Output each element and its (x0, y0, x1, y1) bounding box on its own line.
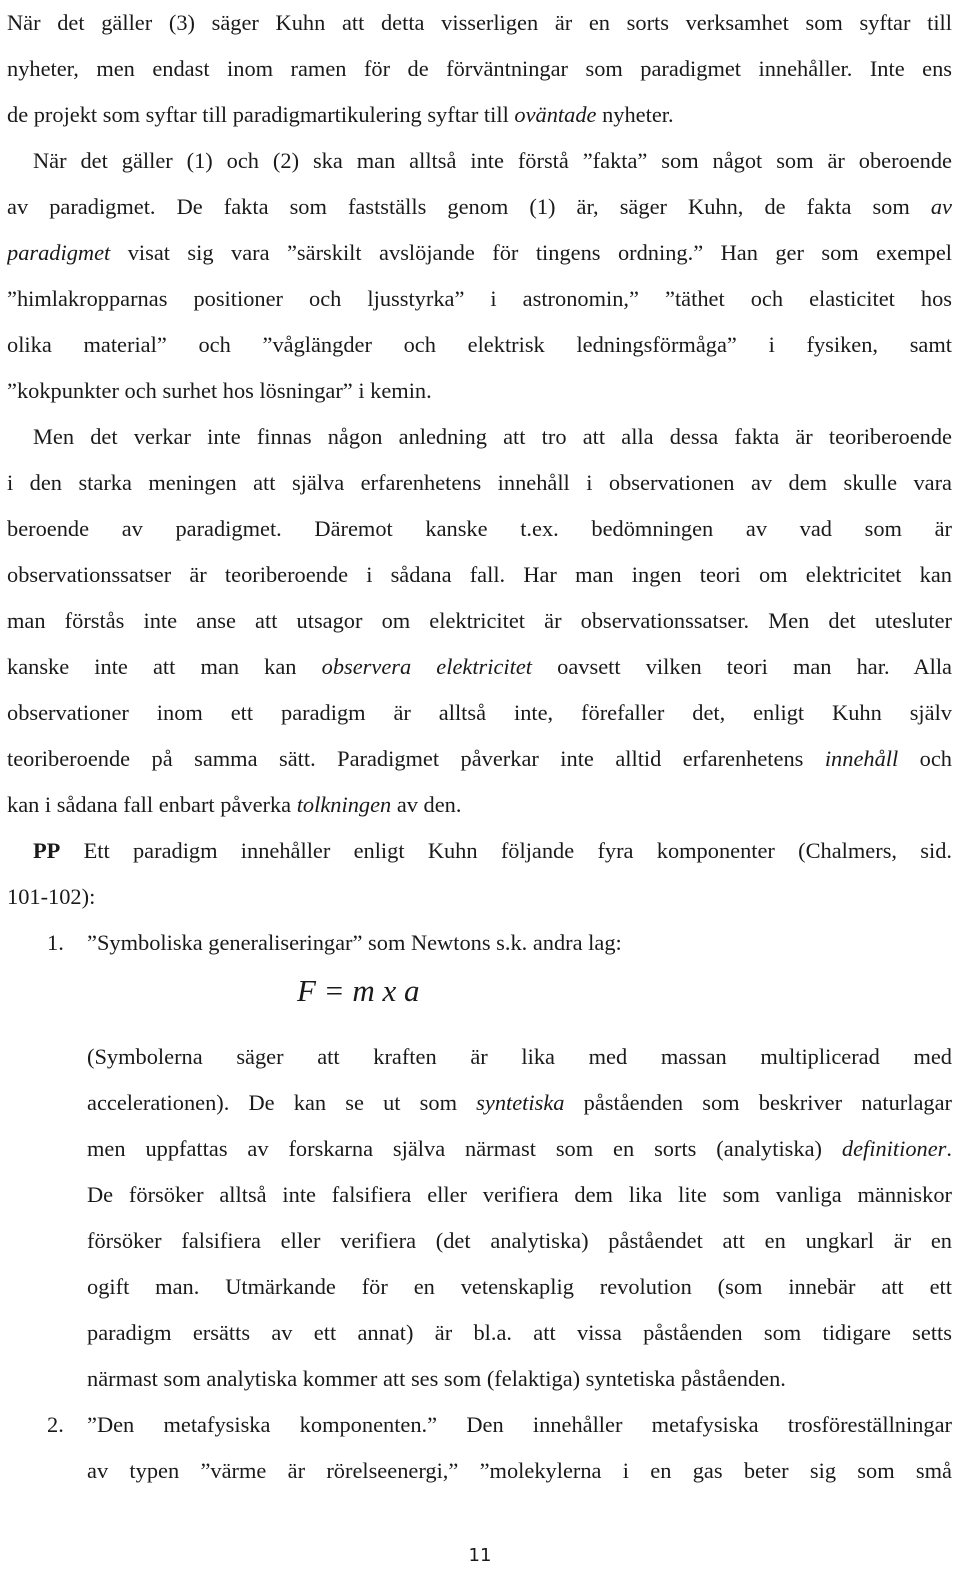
emphasis: tolkningen (296, 792, 392, 817)
text-line: beroende av paradigmet. Däremot kanske t.ex. bedömningen av vad som är (7, 516, 952, 541)
text-line: 101-102): (7, 884, 96, 909)
text-line: De försöker alltså inte falsifiera eller verifiera dem lika lite som vanliga människor (87, 1182, 952, 1207)
formula: F = m x a (297, 973, 420, 1008)
text-line: nyheter, men endast inom ramen för de förväntningar som paradigmet innehåller. Inte ens (7, 56, 952, 81)
text-line: ”kokpunkter och surhet hos lösningar” i kemin. (7, 378, 432, 403)
text-line: man förstås inte anse att utsagor om elektricitet är observationssatser. Men det utesluter (7, 608, 952, 633)
text-line: paradigmet visat sig vara ”särskilt avslöjande för tingens ordning.” Han ger som exempel (7, 240, 952, 265)
text-line: försöker falsifiera eller verifiera (det analytiska) påståendet att en ungkarl är en (87, 1228, 952, 1253)
text-line: men uppfattas av forskarna själva närmast som en sorts (analytiska) definitioner. (87, 1136, 952, 1161)
page-number: 11 (468, 1545, 492, 1566)
emphasis: observera elektricitet (321, 654, 533, 679)
pp-marker: PP (33, 838, 61, 863)
emphasis: oväntade (514, 102, 597, 127)
text-line: paradigm ersätts av ett annat) är bl.a. att vissa påståenden som tidigare setts (87, 1320, 952, 1345)
emphasis: innehåll (824, 746, 899, 771)
text-line: När det gäller (1) och (2) ska man alltså inte förstå ”fakta” som något som är oberoende (33, 148, 952, 173)
text-line: ”himlakropparnas positioner och ljusstyrka” i astronomin,” ”täthet och elasticitet hos (7, 286, 952, 311)
text-line: När det gäller (3) säger Kuhn att detta visserligen är en sorts verksamhet som syftar till (7, 10, 952, 35)
text-line: ogift man. Utmärkande för en vetenskaplig revolution (som innebär att ett (87, 1274, 952, 1299)
text-line: de projekt som syftar till paradigmartikulering syftar till oväntade nyheter. (7, 102, 674, 127)
text-line: PP Ett paradigm innehåller enligt Kuhn följande fyra komponenter (Chalmers, sid. (33, 838, 952, 863)
text-line: ”Den metafysiska komponenten.” Den innehåller metafysiska trosföreställningar (87, 1412, 952, 1437)
text-line: olika material” och ”våglängder och elektrisk ledningsförmåga” i fysiken, samt (7, 332, 952, 357)
text-line: i den starka meningen att själva erfarenhetens innehåll i observationen av dem skulle vara (7, 470, 952, 495)
text-line: av typen ”värme är rörelseenergi,” ”molekylerna i en gas beter sig som små (87, 1458, 952, 1483)
emphasis: av (930, 194, 952, 219)
emphasis: paradigmet (7, 240, 111, 265)
text-line: av paradigmet. De fakta som fastställs genom (1) är, säger Kuhn, de fakta som av (7, 194, 952, 219)
text-line: kan i sådana fall enbart påverka tolkningen av den. (7, 792, 462, 817)
text-line: observationssatser är teoriberoende i sådana fall. Har man ingen teori om elektricitet kan (7, 562, 952, 587)
text-line: observationer inom ett paradigm är alltså inte, förefaller det, enligt Kuhn själv (7, 700, 952, 725)
list-number: 1. (47, 930, 64, 955)
emphasis: syntetiska (476, 1090, 565, 1115)
list-number: 2. (47, 1412, 64, 1437)
text-line: Men det verkar inte finnas någon anledning att tro att alla dessa fakta är teoriberoende (33, 424, 952, 449)
text-line: (Symbolerna säger att kraften är lika med massan multiplicerad med (87, 1044, 952, 1069)
list-item-heading: ”Symboliska generaliseringar” som Newtons s.k. andra lag: (87, 930, 622, 955)
text-line: närmast som analytiska kommer att ses som (felaktiga) syntetiska påståenden. (87, 1366, 786, 1391)
text-line: teoriberoende på samma sätt. Paradigmet påverkar inte alltid erfarenhetens innehåll och (7, 746, 952, 771)
text-line: kanske inte att man kan observera elektricitet oavsett vilken teori man har. Alla (7, 654, 952, 679)
text-line: accelerationen). De kan se ut som syntetiska påståenden som beskriver naturlagar (87, 1090, 952, 1115)
emphasis: definitioner (841, 1136, 947, 1161)
